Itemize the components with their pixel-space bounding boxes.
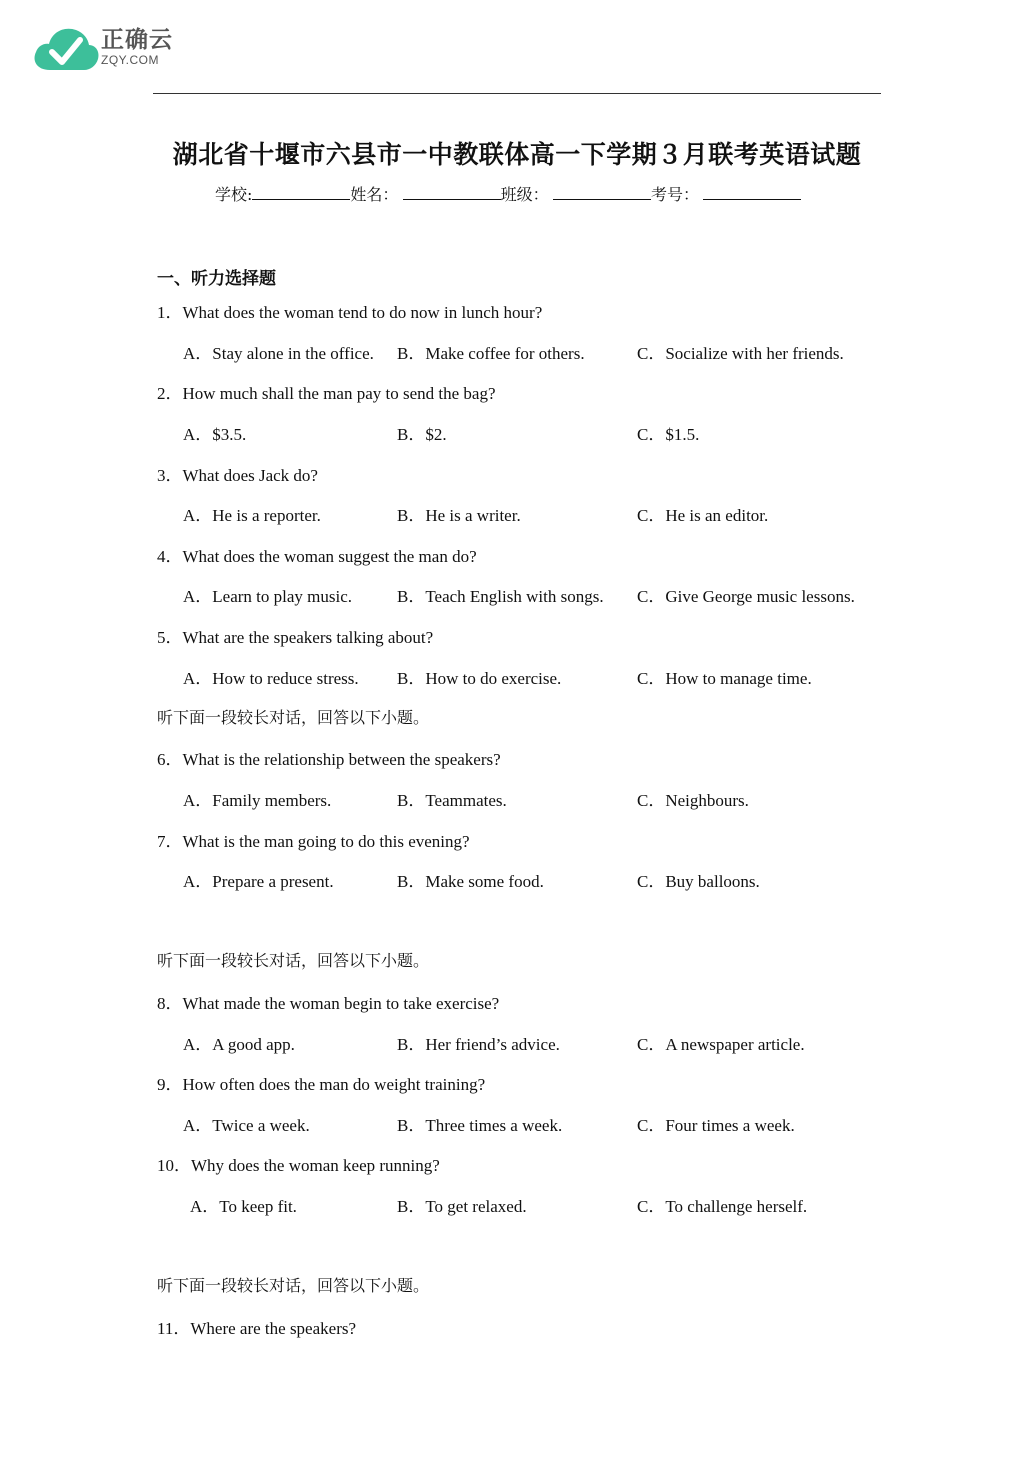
question-text: How much shall the man pay to send the bag? [182, 384, 496, 403]
question-7 [157, 827, 470, 852]
option-b[interactable]: B．Three times a week. [397, 1116, 563, 1135]
question-text: What is the man going to do this evening? [182, 832, 470, 851]
question-4 [157, 542, 477, 567]
question-9 [157, 1070, 485, 1095]
option-a[interactable]: A．Learn to play music. [183, 587, 353, 606]
question-5 [157, 623, 433, 648]
question-number: 3． [157, 466, 183, 485]
question-number: 9． [157, 1075, 183, 1094]
question-number: 6． [157, 750, 183, 769]
info-label-class: 班级： [500, 185, 549, 204]
question-text: Why does the woman keep running? [191, 1156, 440, 1175]
option-b[interactable]: B．$2. [397, 425, 447, 444]
option-c[interactable]: C．To challenge herself. [637, 1197, 808, 1216]
question-text: What does the woman tend to do now in lunch hour? [182, 303, 543, 322]
option-a[interactable]: A．Family members. [183, 791, 332, 810]
option-a[interactable]: A．To keep fit. [190, 1197, 297, 1216]
question-text: Where are the speakers? [190, 1319, 357, 1338]
option-c[interactable]: C．How to manage time. [637, 669, 812, 688]
question-6 [157, 745, 501, 770]
question-text: What is the relationship between the speakers? [182, 750, 501, 769]
option-a[interactable]: A．He is a reporter. [183, 506, 321, 525]
question-3 [157, 461, 318, 486]
option-c[interactable]: C．A newspaper article. [637, 1035, 805, 1054]
option-b[interactable]: B．Teach English with songs. [397, 587, 604, 606]
question-1 [157, 298, 542, 323]
option-b[interactable]: B．Make some food. [397, 872, 544, 891]
question-text: What does the woman suggest the man do? [182, 547, 477, 566]
option-a[interactable]: A．Stay alone in the office. [183, 344, 374, 363]
option-b[interactable]: B．How to do exercise. [397, 669, 562, 688]
option-b[interactable]: B．Her friend’s advice. [397, 1035, 560, 1054]
option-b[interactable]: B．Make coffee for others. [397, 344, 585, 363]
option-c[interactable]: C．Neighbours. [637, 791, 749, 810]
question-11 [157, 1314, 356, 1339]
question-8 [157, 989, 499, 1014]
option-b[interactable]: B．Teammates. [397, 791, 507, 810]
option-c[interactable]: C．Buy balloons. [637, 872, 760, 891]
question-number: 11． [157, 1319, 191, 1338]
logo-brand-cn: 正确云 [101, 27, 173, 53]
question-2 [157, 379, 496, 404]
option-c[interactable]: C．Socialize with her friends. [637, 344, 844, 363]
option-a[interactable]: A．Twice a week. [183, 1116, 310, 1135]
question-text: What does Jack do? [182, 466, 318, 485]
option-c[interactable]: C．He is an editor. [637, 506, 769, 525]
option-a[interactable]: A．$3.5. [183, 425, 247, 444]
info-label-name: 姓名： [350, 185, 399, 204]
option-a[interactable]: A．How to reduce stress. [183, 669, 359, 688]
question-number: 5． [157, 628, 183, 647]
header-divider [153, 93, 881, 94]
logo-text [101, 26, 173, 67]
name-blank[interactable] [403, 183, 501, 200]
option-b[interactable]: B．He is a writer. [397, 506, 521, 525]
question-number: 8． [157, 994, 183, 1013]
page-title: 湖北省十堰市六县市一中教联体高一下学期３月联考英语试题 [172, 140, 862, 169]
section-heading: 一、听力选择题 [157, 269, 276, 289]
option-c[interactable]: C．$1.5. [637, 425, 700, 444]
question-number: 1． [157, 303, 183, 322]
option-a[interactable]: A．A good app. [183, 1035, 295, 1054]
exam-no-blank[interactable] [703, 183, 801, 200]
question-number: 7． [157, 832, 183, 851]
listening-instruction: 听下面一段较长对话，回答以下小题。 [157, 1276, 430, 1295]
option-b[interactable]: B．To get relaxed. [397, 1197, 527, 1216]
logo-brand-en: ZQY.COM [101, 53, 159, 67]
option-c[interactable]: C．Give George music lessons. [637, 587, 855, 606]
question-number: 10． [157, 1156, 191, 1175]
question-number: 2． [157, 384, 183, 403]
question-text: What made the woman begin to take exercise? [182, 994, 500, 1013]
question-number: 4． [157, 547, 183, 566]
option-c[interactable]: C．Four times a week. [637, 1116, 795, 1135]
school-blank[interactable] [252, 183, 350, 200]
student-info-fields [215, 182, 801, 205]
class-blank[interactable] [553, 183, 651, 200]
info-label-exam-no: 考号： [650, 185, 699, 204]
listening-instruction: 听下面一段较长对话，回答以下小题。 [157, 708, 430, 727]
question-text: How often does the man do weight training? [182, 1075, 486, 1094]
listening-instruction: 听下面一段较长对话，回答以下小题。 [157, 951, 430, 970]
info-label-school: 学校: [215, 185, 253, 204]
question-10 [157, 1151, 440, 1176]
question-text: What are the speakers talking about? [182, 628, 434, 647]
option-a[interactable]: A．Prepare a present. [183, 872, 334, 891]
